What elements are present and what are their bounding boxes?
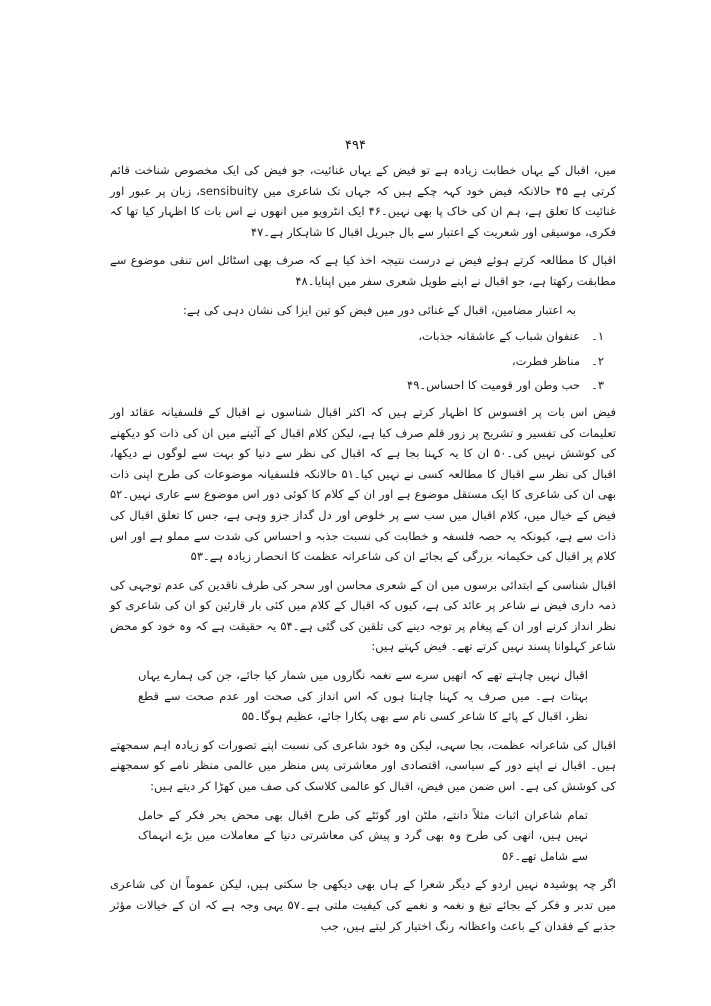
- page-number: ۴۹۴: [345, 138, 366, 153]
- paragraph-1: میں، اقبال کے یہاں خطابت زیادہ ہے تو فیض کے یہاں غنائیت، جو فیض کی ایک مخصوص شناخت قائم کرتی ہے ۴۵ حالانکہ فیض خود کہہ چکے ہیں کہ جہاں تک شاعری میں sensibuity، زبان پر عبور اور غنائیت کا تعلق ہے، ہم ان کی خاک پا بھی نہیں۔۴۶ ایک انٹرویو میں انھوں نے اس بات کا اظہار کیا تھا کہ فکری، موسیقی اور شعریت کے اعتبار سے بال جبریل اقبال کا شاہکار ہے۔۴۷: [110, 163, 616, 239]
- list-item: [110, 326, 616, 347]
- block-quote-2: تمام شاعران اثبات مثلاً دانتے، ملٹن اور گوئٹے کی طرح اقبال بھی محض بحر فکر کے حامل نہیں ہیں، انھی کی طرح وہ بھی گرد و پیش کی معاشرتی دنیا کے معاملات میں بڑے انہماک سے شامل تھے۔۵۶: [138, 807, 588, 863]
- themes-list: [110, 326, 616, 396]
- paragraph-6: اگر چہ پوشیدہ نہیں اردو کے دیگر شعرا کے ہاں بھی دیکھی جا سکتی ہیں، لیکن عموماً ان کی شاعری میں تدبر و فکر کے بجائے تیغ و نغمہ و نغمے کی کیفیت ملتی ہے۔۵۷ یہی وجہ ہے کہ ان کے خیالات مؤثر جذبے کے فقدان کے باعث واعظانہ رنگ اختیار کر لیتے ہیں، جب: [110, 877, 617, 933]
- paragraph-4: اقبال شناسی کے ابتدائی برسوں میں ان کے شعری محاسن اور سحر کی طرف ناقدین کی عدم توجہی کی ذمہ داری فیض نے شاعر پر عائد کی ہے، کیوں کہ اقبال کے کلام میں کئی بار قارئین کو ان کی شاعری کو نظر انداز کرنے اور ان کے پیغام پر توجہ دینے کی تلقین کی گئی ہے۔۵۴ یہ حقیقت ہے کہ وہ خود کو محض شاعر کہلوانا پسند نہیں کرتے تھے۔ فیض کہتے ہیں:: [110, 577, 616, 654]
- paragraph-3: فیض اس بات پر افسوس کا اظہار کرتے ہیں کہ اکثر اقبال شناسوں نے اقبال کے فلسفیانہ عقائد اور تعلیمات کی تفسیر و تشریح پر زور قلم صرف کیا ہے، لیکن کلام اقبال کے آئینے میں ان کی ذات کو دیکھنے کی کوشش نہیں کی۔۵۰ ان کا یہ کہنا بجا ہے کہ اقبال کی نظر سے دنیا کو بہت سے لوگوں نے دیکھا، اقبال کی نظر سے اقبال کا مطالعہ کسی نے نہیں کیا۔۵۱ حالانکہ فلسفیانہ موضوعات کی طرح اپنی ذات بھی ان کی شاعری کا ایک مستقل موضوع ہے اور ان کے کلام کا کوئی دور اس موضوع سے عاری نہیں۔۵۲ فیض کے خیال میں، کلام اقبال میں سب سے پر خلوص اور دل گداز جزو وہی ہے، جس کا تعلق اقبال کی ذات سے ہے، کیونکہ یہ حصہ فلسفہ و خطابت کی نسبت جذبہ و احساس کی شدت سے مملو ہے اور اس کلام پر اقبال کی حکیمانہ بزرگی کے بجائے ان کی شاعرانہ عظمت کا انحصار زیادہ ہے۔۵۳: [110, 404, 616, 564]
- list-intro: بہ اعتبار مضامین، اقبال کے غنائی دور میں فیض کو تین ایزا کی نشان دہی کی ہے:: [183, 302, 576, 317]
- paragraph-5: اقبال کی شاعرانہ عظمت، بجا سہی، لیکن وہ خود شاعری کی نسبت اپنے تصورات کو زیادہ اہم سمجھتے ہیں۔ اقبال نے اپنے دور کے سیاسی، اقتصادی اور معاشرتی پس منظر میں عالمی منظر نامے کو سمجھنے کی کوشش کی ہے۔ اس ضمن میں فیض، اقبال کو عالمی کلاسک کی صف میں کھڑا کر دیتے ہیں:: [110, 737, 616, 794]
- list-item-number: ۱۔: [591, 329, 604, 344]
- list-item-text: حب وطن اور قومیت کا احساس۔۴۹: [407, 378, 580, 393]
- list-item-text: مناظر فطرت،: [511, 353, 580, 368]
- list-item-text: عنفوان شباب کے عاشقانہ جذبات،: [418, 329, 580, 344]
- block-quote-1: اقبال نہیں چاہتے تھے کہ انھیں سرے سے نغمہ نگاروں میں شمار کیا جائے، جن کی ہمارے یہاں بہتات ہے۔ میں صرف یہ کہنا چاہتا ہوں کہ اس انداز کی صحت اور عدم صحت سے قطع نظر، اقبال کے پائے کا شاعر کسی نام سے بھی پکارا جائے، عظیم ہوگا۔۵۵: [138, 668, 588, 724]
- page-body: [110, 160, 616, 944]
- list-item-number: ۳۔: [591, 378, 604, 393]
- list-item: [110, 351, 616, 372]
- list-item: [110, 375, 616, 396]
- paragraph-2: اقبال کا مطالعہ کرتے ہوئے فیض نے درست نتیجہ اخذ کیا ہے کہ صرف بھی اسٹائل اس تنقی موضوع سے مطابقت رکھتا ہے، جو اقبال نے اپنے طویل شعری سفر میں اپنایا۔۴۸: [110, 253, 616, 288]
- list-item-number: ۲۔: [591, 353, 604, 368]
